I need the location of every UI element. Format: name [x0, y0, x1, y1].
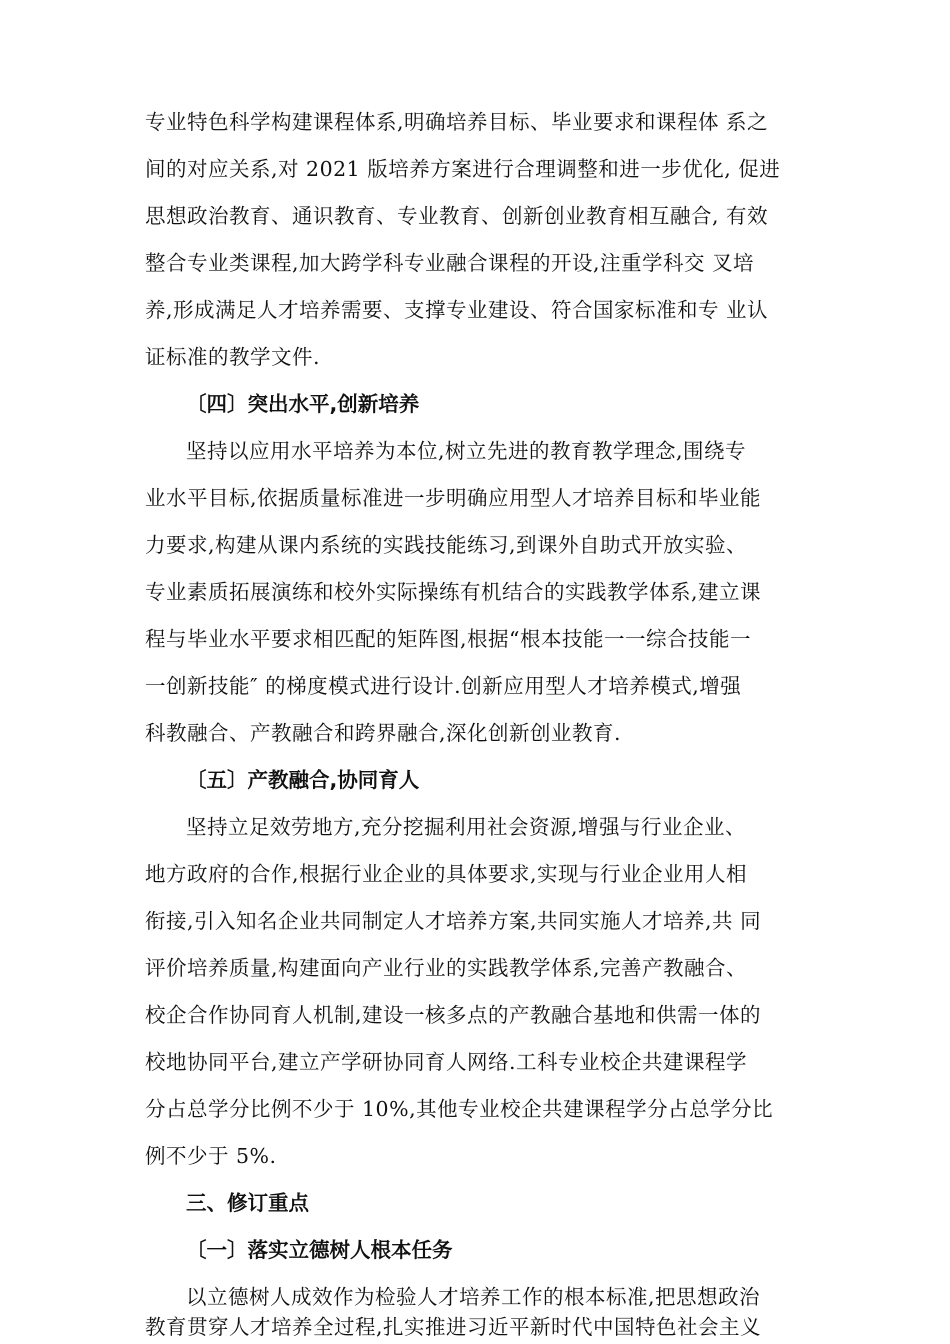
heading-4: 〔四〕突出水平,创新培养 — [186, 392, 420, 416]
paragraph-4-line-2: 教育贯穿人才培养全过程,扎实推进习近平新时代中国特色社会主义 — [145, 1315, 762, 1339]
paragraph-3-line-1: 坚持立足效劳地方,充分挖掘利用社会资源,增强与行业企业、 — [186, 815, 747, 839]
paragraph-1-line-1: 专业特色科学构建课程体系,明确培养目标、毕业要求和课程体 系之 — [145, 110, 769, 134]
paragraph-1-line-4: 整合专业类课程,加大跨学科专业融合课程的开设,注重学科交 叉培 — [145, 251, 755, 275]
paragraph-2-line-1: 坚持以应用水平培养为本位,树立先进的教育教学理念,围绕专 — [186, 439, 747, 463]
paragraph-2-line-3: 力要求,构建从课内系统的实践技能练习,到课外自助式开放实验、 — [145, 533, 748, 557]
heading-5: 〔五〕产教融合,协同育人 — [186, 768, 420, 792]
paragraph-3-line-5: 校企合作协同育人机制,建设一核多点的产教融合基地和供需一体的 — [145, 1003, 762, 1027]
paragraph-1-line-5: 养,形成满足人才培养需要、支撑专业建设、符合国家标准和专 业认 — [145, 298, 769, 322]
section-3-heading: 三、修订重点 — [186, 1191, 309, 1215]
paragraph-1-line-6: 证标准的教学文件. — [145, 345, 321, 369]
paragraph-3-line-6: 校地协同平台,建立产学研协同育人网络.工科专业校企共建课程学 — [145, 1050, 748, 1074]
paragraph-2-line-2: 业水平目标,依据质量标准进一步明确应用型人才培养目标和毕业能 — [145, 486, 762, 510]
paragraph-3-line-2: 地方政府的合作,根据行业企业的具体要求,实现与行业企业用人相 — [145, 862, 748, 886]
paragraph-1-line-3: 思想政治教育、通识教育、专业教育、创新创业教育相互融合, 有效 — [145, 204, 769, 228]
paragraph-3-line-4: 评价培养质量,构建面向产业行业的实践教学体系,完善产教融合、 — [145, 956, 748, 980]
paragraph-2-line-6: 一创新技能″ 的梯度模式进行设计.创新应用型人才培养模式,增强 — [145, 674, 742, 698]
paragraph-3-line-3: 衔接,引入知名企业共同制定人才培养方案,共同实施人才培养,共 同 — [145, 909, 762, 933]
paragraph-2-line-5: 程与毕业水平要求相匹配的矩阵图,根据“根本技能一一综合技能一 — [145, 627, 751, 651]
paragraph-1-line-2: 间的对应关系,对 2021 版培养方案进行合理调整和进一步优化, 促进 — [145, 157, 781, 181]
paragraph-4-line-1: 以立德树人成效作为检验人才培养工作的根本标准,把思想政治 — [186, 1285, 761, 1309]
paragraph-2-line-7: 科教融合、产教融合和跨界融合,深化创新创业教育. — [145, 721, 622, 745]
paragraph-3-line-8: 例不少于 5%. — [145, 1144, 277, 1168]
paragraph-3-line-7: 分占总学分比例不少于 10%,其他专业校企共建课程学分占总学分比 — [145, 1097, 774, 1121]
heading-1: 〔一〕落实立德树人根本任务 — [186, 1238, 453, 1262]
paragraph-2-line-4: 专业素质拓展演练和校外实际操练有机结合的实践教学体系,建立课 — [145, 580, 762, 604]
